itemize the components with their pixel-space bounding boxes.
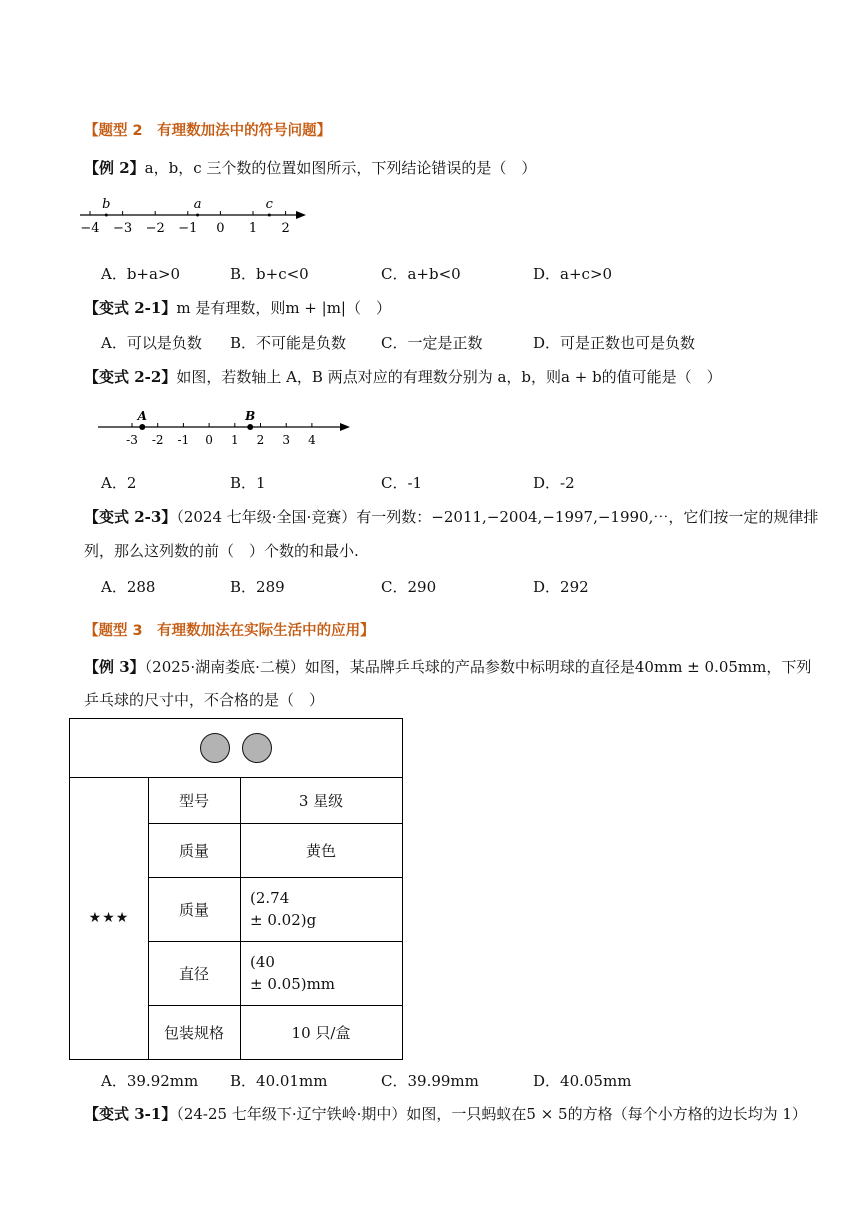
axis-tick-label: 2 bbox=[256, 433, 265, 447]
variant-2-1-question bbox=[84, 298, 391, 318]
diameter-value-line-2: ± 0.05)mm bbox=[250, 975, 336, 993]
axis-point bbox=[196, 214, 199, 217]
variant-2-3-tag: 【变式 2-3】 bbox=[84, 508, 177, 526]
variant-2-3-option-c[interactable]: C．290 bbox=[381, 578, 437, 596]
variant-2-3-option-a[interactable]: A．288 bbox=[101, 578, 156, 596]
example-3-option-b[interactable]: B．40.01mm bbox=[230, 1072, 328, 1090]
section-title-3: 【题型 3 有理数加法在实际生活中的应用】 bbox=[84, 623, 375, 639]
axis-tick-label: 3 bbox=[282, 433, 291, 447]
mass-value-line-1: (2.74 bbox=[250, 889, 290, 907]
axis-point bbox=[105, 214, 108, 217]
axis-tick-label: -1 bbox=[177, 433, 190, 447]
variant-2-2-text: 如图，若数轴上 A，B 两点对应的有理数分别为 a，b，则a + b的值可能是（ ） bbox=[176, 368, 722, 386]
ping-pong-ball-icon bbox=[200, 733, 230, 763]
axis-point-label: c bbox=[265, 197, 273, 212]
axis-tick-label: −1 bbox=[178, 221, 198, 236]
number-line-example-2 bbox=[74, 193, 314, 241]
variant-3-1-question bbox=[84, 1104, 807, 1124]
variant-2-3-question-line-1 bbox=[84, 507, 818, 527]
variant-2-3-option-d[interactable]: D．292 bbox=[533, 578, 589, 596]
axis-tick-label: 1 bbox=[230, 433, 239, 447]
axis-point bbox=[268, 214, 271, 217]
example-2-option-c[interactable]: C．a+b<0 bbox=[381, 265, 461, 283]
variant-2-2-question bbox=[84, 367, 722, 387]
example-3-question-line-1 bbox=[84, 657, 811, 677]
product-parameter-table bbox=[69, 718, 403, 1060]
ping-pong-ball-icon bbox=[242, 733, 272, 763]
axis-tick-label: -3 bbox=[126, 433, 138, 447]
variant-2-1-text: m 是有理数，则m + |m|（ ） bbox=[176, 299, 391, 317]
table-label-color: 质量 bbox=[178, 841, 209, 860]
variant-2-3-option-b[interactable]: B．289 bbox=[230, 578, 285, 596]
variant-2-1-tag: 【变式 2-1】 bbox=[84, 299, 177, 317]
variant-2-1-option-a[interactable]: A．可以是负数 bbox=[101, 334, 202, 352]
example-3-question-line-2: 乒乓球的尺寸中，不合格的是（ ） bbox=[84, 691, 325, 709]
example-3-option-d[interactable]: D．40.05mm bbox=[533, 1072, 632, 1090]
axis-point-label: b bbox=[102, 197, 111, 212]
table-value-color: 黄色 bbox=[305, 841, 336, 860]
table-value-packaging: 10 只/盒 bbox=[291, 1023, 351, 1042]
axis-tick-label: −2 bbox=[145, 221, 165, 236]
table-label-packaging: 包装规格 bbox=[163, 1023, 224, 1042]
table-label-model: 型号 bbox=[178, 791, 209, 810]
example-3-option-a[interactable]: A．39.92mm bbox=[101, 1072, 199, 1090]
example-2-text: a，b，c 三个数的位置如图所示，下列结论错误的是（ ） bbox=[144, 159, 537, 177]
table-value-mass bbox=[240, 877, 402, 941]
variant-2-1-option-b[interactable]: B．不可能是负数 bbox=[230, 334, 347, 352]
axis-tick-label: −4 bbox=[80, 221, 100, 236]
axis-point-label: A bbox=[137, 409, 147, 423]
axis-tick-label: 2 bbox=[281, 221, 290, 236]
variant-2-2-option-d[interactable]: D．-2 bbox=[533, 474, 575, 492]
example-3-option-c[interactable]: C．39.99mm bbox=[381, 1072, 479, 1090]
axis-tick-label: -2 bbox=[151, 433, 164, 447]
star-rating: ★★★ bbox=[88, 910, 130, 926]
variant-2-3-question-line-2: 列，那么这列数的前（ ）个数的和最小. bbox=[84, 542, 359, 560]
diameter-value-line-1: (40 bbox=[250, 953, 275, 971]
variant-2-2-option-a[interactable]: A．2 bbox=[101, 474, 137, 492]
table-label-diameter: 直径 bbox=[178, 964, 209, 983]
variant-2-2-option-c[interactable]: C．-1 bbox=[381, 474, 423, 492]
axis-point bbox=[139, 424, 145, 430]
table-value-model: 3 星级 bbox=[298, 791, 344, 810]
variant-3-1-text: （24-25 七年级下·辽宁铁岭·期中）如图，一只蚂蚁在5 × 5的方格（每个小方格的边长均为 1） bbox=[176, 1105, 807, 1123]
variant-3-1-tag: 【变式 3-1】 bbox=[84, 1105, 177, 1123]
variant-2-3-text-1: （2024 七年级·全国·竞赛）有一列数：−2011,−2004,−1997,−1990,⋯，它们按一定的规律排 bbox=[176, 508, 819, 526]
axis-point bbox=[247, 424, 253, 430]
example-3-text-1: （2025·湖南娄底·二模）如图，某品牌乒乓球的产品参数中标明球的直径是40mm ± 0.05mm，下列 bbox=[144, 658, 812, 676]
variant-2-1-option-c[interactable]: C．一定是正数 bbox=[381, 334, 483, 352]
axis-tick-label: −3 bbox=[113, 221, 133, 236]
variant-2-1-option-d[interactable]: D．可是正数也可是负数 bbox=[533, 334, 696, 352]
example-2-question bbox=[84, 158, 536, 178]
mass-value-line-2: ± 0.02)g bbox=[250, 911, 317, 929]
example-2-option-d[interactable]: D．a+c>0 bbox=[533, 265, 613, 283]
number-line-variant-2-2 bbox=[92, 401, 357, 449]
axis-tick-label: 0 bbox=[205, 433, 213, 447]
axis-point-label: B bbox=[245, 409, 256, 423]
example-2-tag: 【例 2】 bbox=[84, 159, 145, 177]
axis-point-label: a bbox=[193, 197, 202, 212]
variant-2-2-option-b[interactable]: B．1 bbox=[230, 474, 266, 492]
axis-tick-label: 0 bbox=[216, 221, 225, 236]
example-2-option-a[interactable]: A．b+a>0 bbox=[101, 265, 181, 283]
example-3-tag: 【例 3】 bbox=[84, 658, 145, 676]
axis-tick-label: 4 bbox=[308, 433, 316, 447]
table-value-diameter bbox=[240, 941, 402, 1005]
example-2-option-b[interactable]: B．b+c<0 bbox=[230, 265, 309, 283]
axis-tick-label: 1 bbox=[248, 221, 258, 236]
variant-2-2-tag: 【变式 2-2】 bbox=[84, 368, 177, 386]
table-label-mass: 质量 bbox=[178, 900, 209, 919]
table-header-balls bbox=[70, 719, 402, 777]
section-title-2: 【题型 2 有理数加法中的符号问题】 bbox=[84, 123, 332, 139]
